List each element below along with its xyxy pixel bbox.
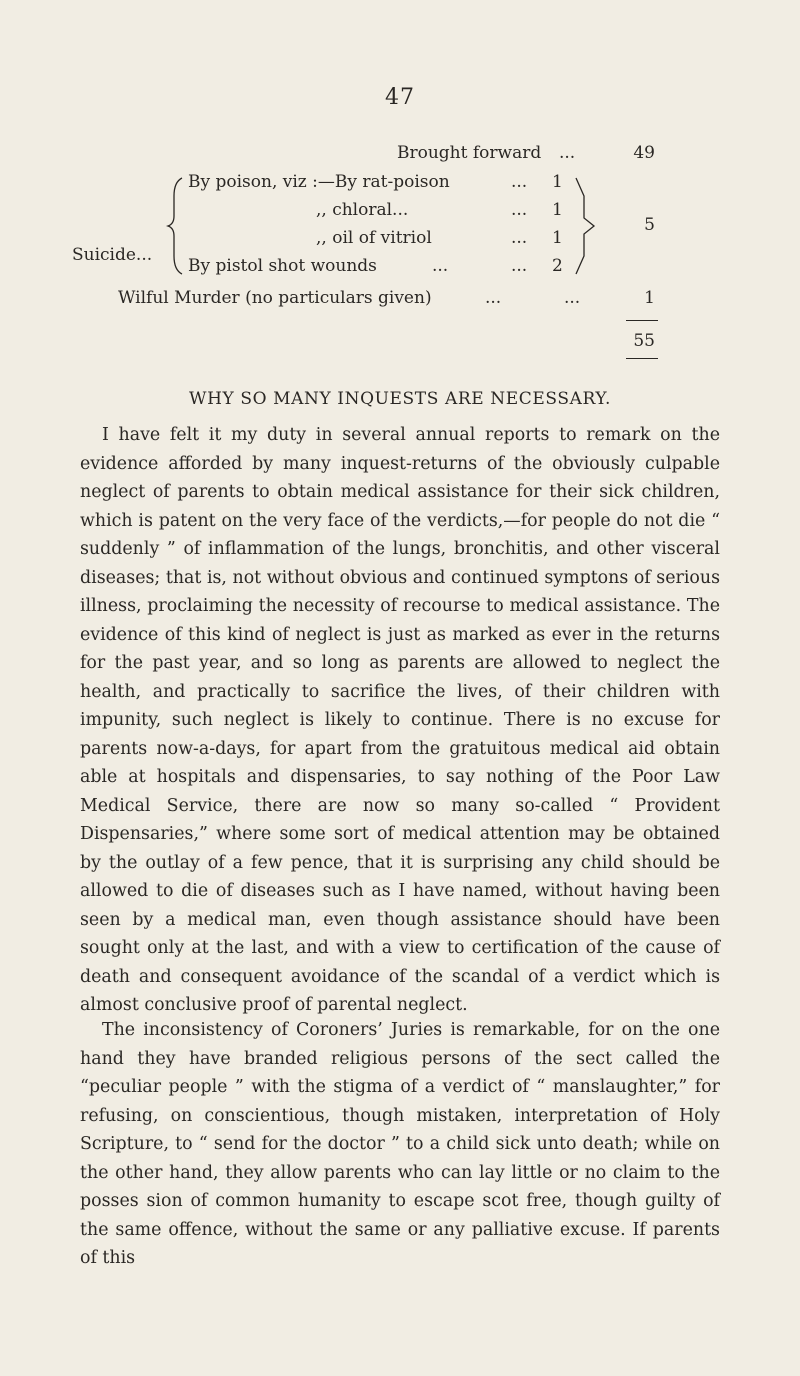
brought-forward-dots: ...	[559, 143, 576, 163]
row-pistol-text: By pistol shot wounds	[188, 256, 377, 276]
row-vitriol-count: 1	[552, 228, 563, 248]
total-rule-top	[626, 320, 658, 321]
murder-dots-1: ...	[485, 288, 502, 308]
row-chloral-count: 1	[552, 200, 563, 220]
row-rat-poison-count: 1	[552, 172, 563, 192]
brought-forward-value: 49	[633, 143, 655, 163]
row-vitriol-text: ,, oil of vitriol	[316, 228, 432, 248]
row-chloral-text: ,, chloral...	[316, 200, 409, 220]
row-chloral-dots: ...	[511, 200, 528, 220]
murder-dots-2: ...	[564, 288, 581, 308]
murder-value: 1	[644, 288, 655, 308]
row-rat-poison-text: By poison, viz :—By rat-poison	[188, 172, 450, 192]
row-vitriol-dots: ...	[511, 228, 528, 248]
row-pistol-dots: ...	[511, 256, 528, 276]
row-pistol-mid-dots: ...	[432, 256, 449, 276]
section-heading: WHY SO MANY INQUESTS ARE NECESSARY.	[189, 389, 611, 409]
total-rule-bottom	[626, 358, 658, 359]
brought-forward-label: Brought forward	[397, 143, 542, 163]
left-brace-icon	[166, 176, 186, 276]
suicide-label: Suicide...	[72, 245, 153, 265]
grand-total: 55	[633, 331, 655, 351]
right-brace-icon	[574, 176, 598, 276]
suicide-total: 5	[644, 215, 655, 235]
row-pistol-count: 2	[552, 256, 563, 276]
murder-label: Wilful Murder (no particulars given)	[118, 288, 432, 308]
paragraph-2: The inconsistency of Coroners’ Juries is remarkable, for on the one hand they have branded religious persons of the sect called the “peculiar people ” with the stigma of a verdict of “ manslaughter,” for refusing, on conscientious, though mistaken, interpretation of Holy Scripture, to “ send for the doctor ” to a child sick unto death; while on the other hand, they allow parents who can lay little or no claim to the posses sion of common humanity to escape scot free, though guilty of the same offence, without the same or any palliative excuse. If parents of this	[80, 1020, 720, 1268]
page-number: 47	[385, 85, 415, 110]
row-rat-poison-dots: ...	[511, 172, 528, 192]
paragraph-1: I have felt it my duty in several annual reports to remark on the evidence afforded by many inquest-returns of the obviously culpable neglect of parents to obtain medical assistance for their sick children, which is patent on the very face of the verdicts,—for people do not die “ suddenly ” of inflammation of the lungs, bronchitis, and other visceral diseases; that is, not without obvious and continued symptons of serious illness, proclaiming the necessity of recourse to medical assistance. The evidence of this kind of neglect is just as marked as ever in the returns for the past year, and so long as parents are allowed to neglect the health, and practically to sacrifice the lives, of their children with impunity, such neglect is likely to continue. There is no excuse for parents now-a-days, for apart from the gratuitous medical aid obtain able at hospitals and dispensaries, to say nothing of the Poor Law Medical Service, there are now so many so-called “ Provident Dispensaries,” where some sort of medical attention may be obtained by the outlay of a few pence, that it is surprising any child should be allowed to die of diseases such as I have named, without having been seen by a medical man, even though assistance should have been sought only at the last, and with a view to certification of the cause of death and consequent avoidance of the scandal of a verdict which is almost conclusive proof of parental neglect.	[80, 425, 720, 1015]
